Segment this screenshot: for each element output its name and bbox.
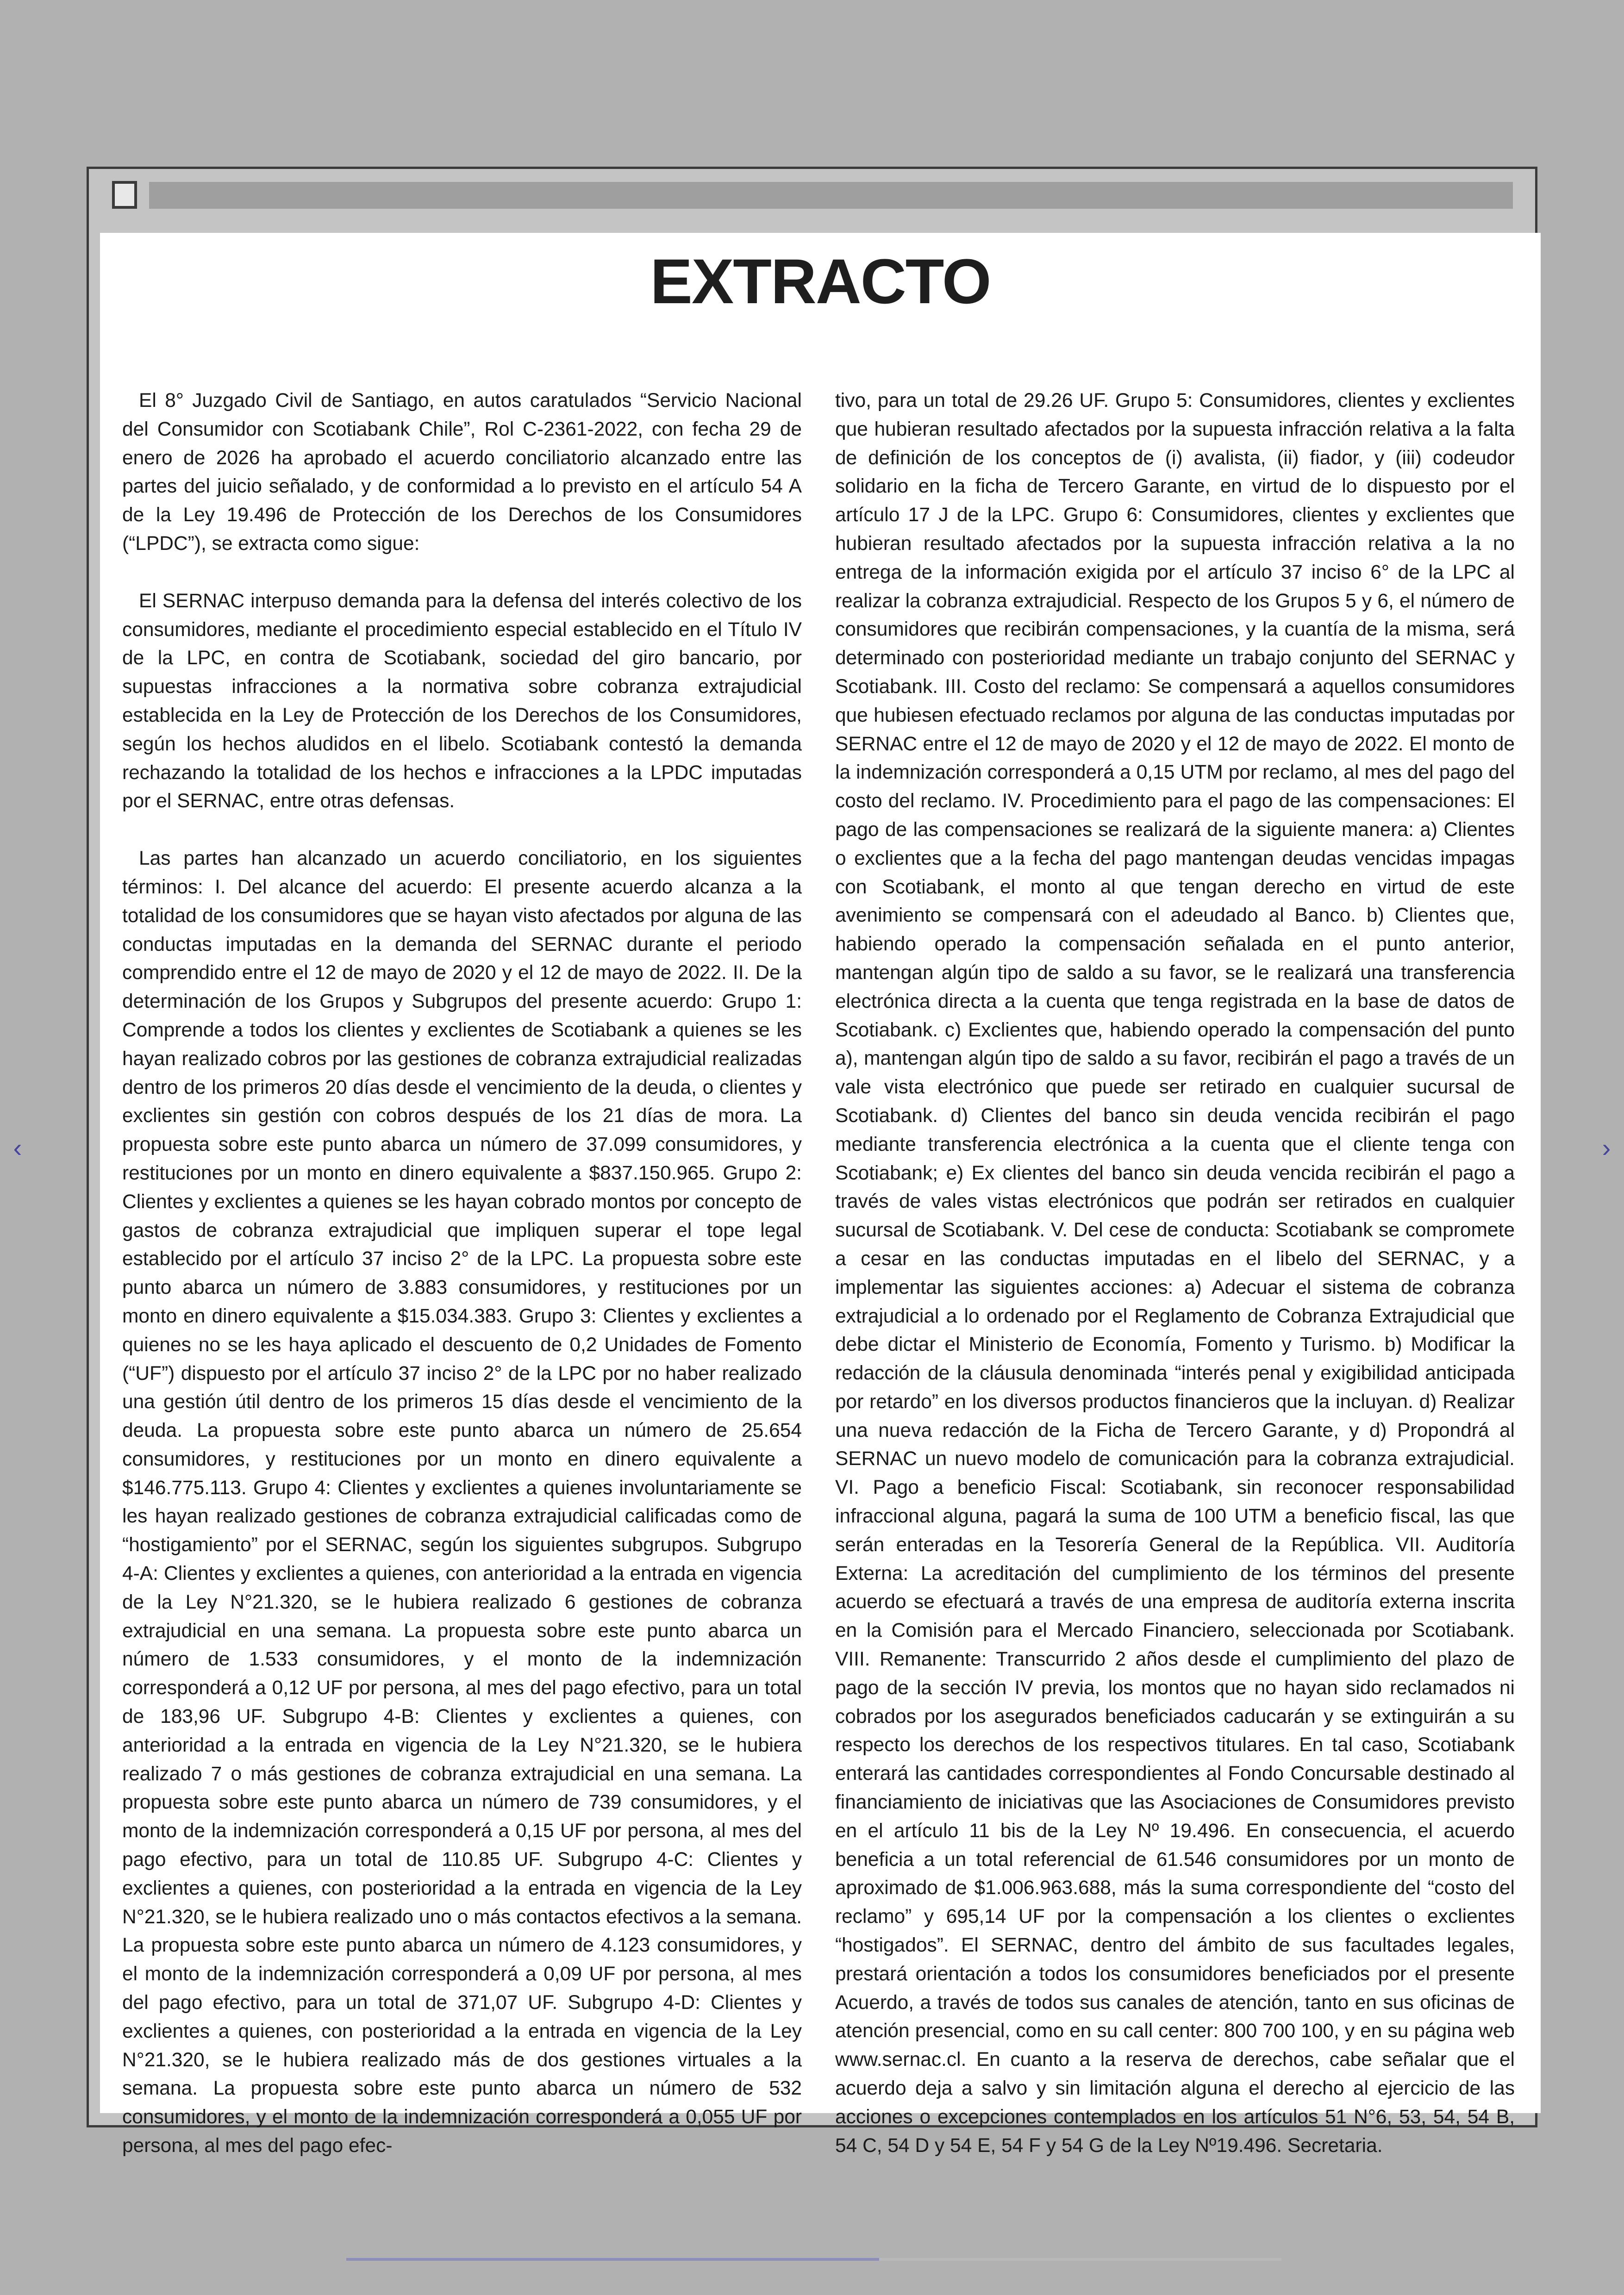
scrollbar-thumb[interactable] xyxy=(346,2258,879,2261)
demand-paragraph: El SERNAC interpuso demanda para la defensa del interés colectivo de los consumidores, mediante el procedimiento especial establecido en el Título IV de la LPC, en contra de Scotiabank, sociedad del giro bancario, por supuestas infracciones a la normativa sobre cobranza extrajudicial establecida en la Ley de Protección de los Derechos de los Consumidores, según los hechos aludidos en el libelo. Scotiabank contestó la demanda rechazando la totalidad de los hechos e infracciones a la LPDC imputadas por el SERNAC, entre otras defensas. xyxy=(122,590,802,812)
intro-paragraph: El 8° Juzgado Civil de Santiago, en autos caratulados “Servicio Nacional del Consumidor con Scotiabank Chile”, Rol C-2361-2022, con fecha 29 de enero de 2026 ha aprobado el acuerdo conciliatorio alcanzado entre las partes del juicio señalado, y de conformidad a lo previsto en el artículo 54 A de la Ley 19.496 de Protección de los Derechos de los Consumidores (“LPDC”), se extracta como sigue: xyxy=(122,390,802,555)
left-column xyxy=(122,387,802,2160)
viewer-toolbar xyxy=(89,169,1535,233)
chevron-right-icon[interactable]: › xyxy=(1602,1133,1611,1162)
page-title: EXTRACTO xyxy=(650,246,991,317)
select-checkbox[interactable] xyxy=(112,181,137,209)
horizontal-scrollbar[interactable] xyxy=(346,2258,1281,2261)
document-viewer-frame xyxy=(87,167,1537,2157)
agreement-continuation: tivo, para un total de 29.26 UF. Grupo 5: Consumidores, clientes y exclientes que hubieran resultado afectados por la supuesta infracción relativa a la falta de definición de los conceptos de (i) avalista, (ii) fiador, y (iii) codeudor solidario en la ficha de Tercero Garante, en virtud de lo dispuesto por el artículo 17 J de la LPC. Grupo 6: Consumidores, clientes y exclientes que hubieran resultado afectados por la supuesta infracción relativa a la no entrega de la información exigida por el artículo 37 inciso 6° de la LPC al realizar la cobranza extrajudicial. Respecto de los Grupos 5 y 6, el número de consumidores que recibirán compensaciones, y la cuantía de la misma, será determinado con posterioridad mediante un trabajo conjunto del SERNAC y Scotiabank. III. Costo del reclamo: Se compensará a aquellos consumidores que hubiesen efectuado reclamos por alguna de las conductas imputadas por SERNAC entre el 12 de mayo de 2020 y el 12 de mayo de 2022. El monto de la indemnización corresponderá a 0,15 UTM por reclamo, al mes del pago del costo del reclamo. IV. Procedimiento para el pago de las compensaciones: El pago de las compensaciones se realizará de la siguiente manera: a) Clientes o exclientes que a la fecha del pago mantengan deudas vencidas impagas con Scotiabank, el monto al que tengan derecho en virtud de este avenimiento se compensará con el adeudado al Banco. b) Clientes que, habiendo operado la compensación señalada en el punto anterior, mantengan algún tipo de saldo a su favor, se le realizará una transferencia electrónica directa a la cuenta que tenga registrada en la base de datos de Scotiabank. c) Exclientes que, habiendo operado la compensación del punto a), mantengan algún tipo de saldo a su favor, recibirán el pago a través de un vale vista electrónico que puede ser retirado en cualquier sucursal de Scotiabank. d) Clientes del banco sin deuda vencida recibirán el pago mediante transferencia electrónica a la cuenta que el cliente tenga con Scotiabank; e) Ex clientes del banco sin deuda vencida recibirán el pago a través de vales vistas electrónicos que podrán ser retirados en cualquier sucursal de Scotiabank. V. Del cese de conducta: Scotiabank se compromete a cesar en las conductas imputadas en el libelo del SERNAC, y a implementar las siguientes acciones: a) Adecuar el sistema de cobranza extrajudicial a lo ordenado por el Reglamento de Cobranza Extrajudicial que debe dictar el Ministerio de Economía, Fomento y Turismo. b) Modificar la redacción de la cláusula denominada “interés penal y exigibilidad anticipada por retardo” en los diversos productos financieros que la incluyan. d) Realizar una nueva redacción de la Ficha de Tercero Garante, y d) Propondrá al SERNAC un nuevo modelo de comunicación para la cobranza extrajudicial. VI. Pago a beneficio Fiscal: Scotiabank, sin reconocer responsabilidad infraccional alguna, pagará la suma de 100 UTM a beneficio fiscal, las que serán enteradas en la Tesorería General de la República. VII. Auditoría Externa: La acreditación del cumplimiento de los términos del presente acuerdo se efectuará a través de una empresa de auditoría externa inscrita en la Comisión para el Mercado Financiero, seleccionada por Scotiabank. VIII. Remanente: Transcurrido 2 años desde el cumplimiento del plazo de pago de la sección IV previa, los montos que no hayan sido reclamados ni cobrados por los asegurados beneficiados caducarán y se extinguirán a su respecto los derechos de los respectivos titulares. En tal caso, Scotiabank enterará las cantidades correspondientes al Fondo Concursable destinado al financiamiento de iniciativas que las Asociaciones de Consumidores previsto en el artículo 11 bis de la Ley Nº 19.496. En consecuencia, el acuerdo beneficia a un total referencial de 61.546 consumidores por un monto de aproximado de $1.006.963.688, más la suma correspondiente del “costo del reclamo” y 695,14 UF por la compensación a los clientes o exclientes “hostigados”. El SERNAC, dentro del ámbito de sus facultades legales, prestará orientación a todos los consumidores beneficiados por el presente Acuerdo, a través de todos sus canales de atención, tanto en sus oficinas de atención presencial, como en su call center: 800 700 100, y en su página web www.sernac.cl. En cuanto a la reserva de derechos, cabe señalar que el acuerdo deja a salvo y sin limitación alguna el derecho al ejercicio de las acciones o excepciones contemplados en los artículos 51 N°6, 53, 54, 54 B, 54 C, 54 D y 54 E, 54 F y 54 G de la Ley Nº19.496. Secretaria. xyxy=(835,390,1515,2157)
viewer-title-bar xyxy=(149,182,1513,209)
document-page xyxy=(100,233,1541,2157)
agreement-paragraph: Las partes han alcanzado un acuerdo conciliatorio, en los siguientes términos: I. Del alcance del acuerdo: El presente acuerdo alcanza a la totalidad de los consumidores que se hayan visto afectados por alguna de las conductas imputadas en la demanda del SERNAC durante el periodo comprendido entre el 12 de mayo de 2020 y el 12 de mayo de 2022. II. De la determinación de los Grupos y Subgrupos del presente acuerdo: Grupo 1: Comprende a todos los clientes y exclientes de Scotiabank a quienes se les hayan realizado cobros por las gestiones de cobranza extrajudicial realizadas dentro de los primeros 20 días desde el vencimiento de la deuda, o clientes y exclientes sin gestión con cobros después de los 21 días de mora. La propuesta sobre este punto abarca un número de 37.099 consumidores, y restituciones por un monto en dinero equivalente a $837.150.965. Grupo 2: Clientes y exclientes a quienes se les hayan cobrado montos por concepto de gastos de cobranza extrajudicial que impliquen superar el tope legal establecido por el artículo 37 inciso 2° de la LPC. La propuesta sobre este punto abarca un número de 3.883 consumidores, y restituciones por un monto en dinero equivalente a $15.034.383. Grupo 3: Clientes y exclientes a quienes no se les haya aplicado el descuento de 0,2 Unidades de Fomento (“UF”) dispuesto por el artículo 37 inciso 2° de la LPC por no haber realizado una gestión útil dentro de los primeros 15 días desde el vencimiento de la deuda. La propuesta sobre este punto abarca un número de 25.654 consumidores, y restituciones por un monto en dinero equivalente a $146.775.113. Grupo 4: Clientes y exclientes a quienes involuntariamente se les hayan realizado gestiones de cobranza extrajudicial calificadas como de “hostigamiento” por el SERNAC, según los siguientes subgrupos. Subgrupo 4-A: Clientes y exclientes a quienes, con anterioridad a la entrada en vigencia de la Ley N°21.320, se le hubiera realizado 6 gestiones de cobranza extrajudicial en una semana. La propuesta sobre este punto abarca un número de 1.533 consumidores, y el monto de la indemnización corresponderá a 0,12 UF por persona, al mes del pago efectivo, para un total de 183,96 UF. Subgrupo 4-B: Clientes y exclientes a quienes, con anterioridad a la entrada en vigencia de la Ley N°21.320, se le hubiera realizado 7 o más gestiones de cobranza extrajudicial en una semana. La propuesta sobre este punto abarca un número de 739 consumidores, y el monto de la indemnización corresponderá a 0,15 UF por persona, al mes del pago efectivo, para un total de 110.85 UF. Subgrupo 4-C: Clientes y exclientes a quienes, con posterioridad a la entrada en vigencia de la Ley N°21.320, se le hubiera realizado uno o más contactos efectivos a la semana. La propuesta sobre este punto abarca un número de 4.123 consumidores, y el monto de la indemnización corresponderá a 0,09 UF por persona, al mes del pago efectivo, para un total de 371,07 UF. Subgrupo 4-D: Clientes y exclientes a quienes, con posterioridad a la entrada en vigencia de la Ley N°21.320, se le hubiera realizado más de dos gestiones virtuales a la semana. La propuesta sobre este punto abarca un número de 532 consumidores, y el monto de la indemnización corresponderá a 0,055 UF por persona, al mes del pago efec- xyxy=(122,848,802,2157)
chevron-left-icon[interactable]: ‹ xyxy=(13,1133,22,1162)
right-column xyxy=(835,387,1515,2160)
